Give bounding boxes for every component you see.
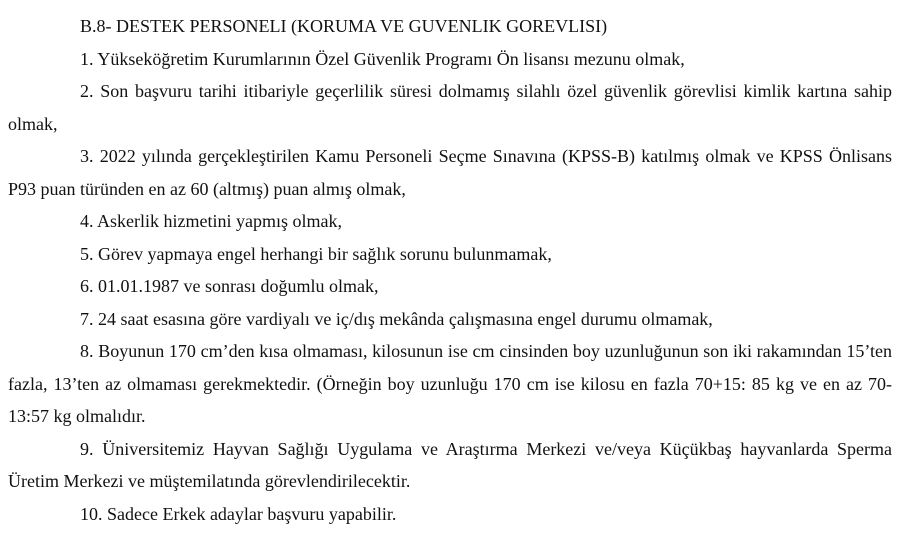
requirement-item-10: 10. Sadece Erkek adaylar başvuru yapabilir. bbox=[80, 503, 397, 524]
requirement-item-4: 4. Askerlik hizmetini yapmış olmak, bbox=[80, 211, 342, 231]
requirement-item-7: 7. 24 saat esasına göre vardiyalı ve iç/dış mekânda çalışmasına engel durumu olmamak, bbox=[80, 308, 713, 329]
requirement-item-1: 1. Yükseköğretim Kurumlarının Özel Güvenlik Programı Ön lisansı mezunu olmak, bbox=[80, 48, 685, 69]
document-body bbox=[8, 10, 892, 530]
requirement-item-3: 3. 2022 yılında gerçekleştirilen Kamu Personeli Seçme Sınavına (KPSS-B) katılmış olmak ve KPSS Önlisans P93 puan türünden en az 60 (altmış) puan almış olmak, bbox=[8, 146, 892, 199]
requirement-item-2: 2. Son başvuru tarihi itibariyle geçerlilik süresi dolmamış silahlı özel güvenlik görevlisi kimlik kartına sahip olmak, bbox=[8, 81, 892, 134]
requirement-item-5: 5. Görev yapmaya engel herhangi bir sağlık sorunu bulunmamak, bbox=[80, 243, 552, 264]
requirement-item-9: 9. Üniversitemiz Hayvan Sağlığı Uygulama ve Araştırma Merkezi ve/veya Küçükbaş hayvanlarda Sperma Üretim Merkezi ve müştemilatında görevlendirilecektir. bbox=[8, 438, 892, 491]
section-heading: B.8- DESTEK PERSONELI (KORUMA VE GUVENLIK GOREVLISI) bbox=[80, 16, 608, 36]
requirement-item-8: 8. Boyunun 170 cm’den kısa olmaması, kilosunun ise cm cinsinden boy uzunluğunun son iki rakamından 15’ten fazla, 13’ten az olmaması gerekmektedir. (Örneğin boy uzunluğu 170 cm ise kilosu en fazla 70+15: 85 kg ve en az 70-13:57 kg olmalıdır. bbox=[8, 341, 892, 426]
requirement-item-6: 6. 01.01.1987 ve sonrası doğumlu olmak, bbox=[80, 276, 379, 296]
